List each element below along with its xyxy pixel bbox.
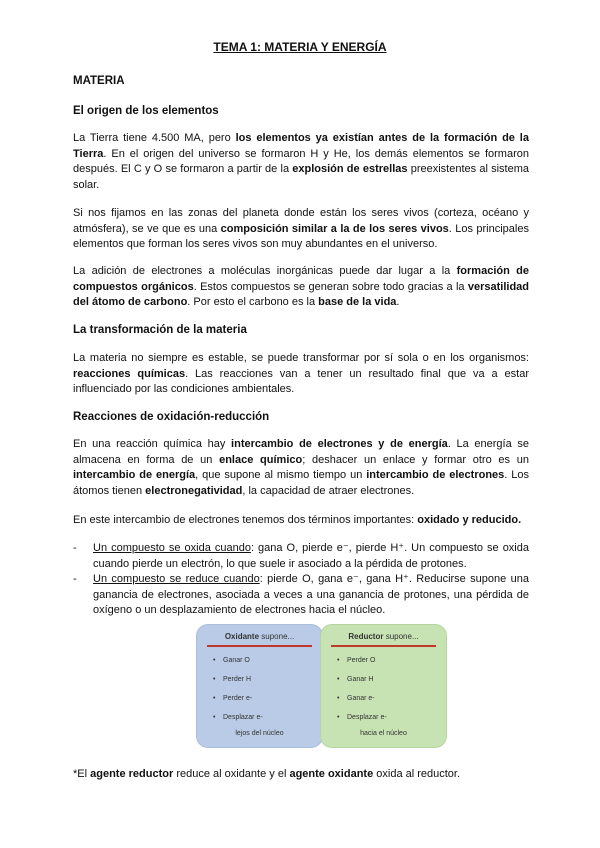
page-title: TEMA 1: MATERIA Y ENERGÍA xyxy=(213,40,387,54)
paragraph-composicion: Si nos fijamos en las zonas del planeta donde están los seres vivos (corteza, océano y atmósfera), se ve que es una composición similar a la de los seres vivos. Los principales elementos que forman los seres vivos son muy abundantes en el universo. xyxy=(73,207,529,250)
bullet-icon: • xyxy=(337,713,340,721)
oxidante-box-title: Oxidante supone... xyxy=(224,632,295,641)
list-item: • Perder O xyxy=(321,651,446,670)
reductor-box-title: Reductor supone... xyxy=(348,632,419,641)
bullet-icon: • xyxy=(337,675,340,683)
box-divider xyxy=(331,645,436,647)
bullet-icon: • xyxy=(337,694,340,702)
paragraph-compuestos: La adición de electrones a moléculas inorgánicas puede dar lugar a la formación de compuestos orgánicos. Estos compuestos se generan sobre todo gracias a la versatilidad del átomo de carbono. Por esto el carbono es la base de la vida. xyxy=(73,265,529,308)
list-item-text: Un compuesto se reduce cuando: pierde O, gana e⁻, gana H⁺. Reducirse supone una ganancia de electrones, asociada a veces a una ganancia de protones, una pérdida de oxígeno o un desplazamiento de electrones hacia el núcleo. xyxy=(93,573,529,616)
section-heading: MATERIA xyxy=(73,75,125,87)
paragraph-transformacion: La materia no siempre es estable, se puede transformar por sí sola o en los organismos: reacciones químicas. Las reacciones van a tener un resultado final que va a estar influenciado por las condiciones ambientales. xyxy=(73,352,529,395)
list-item: • Ganar e- xyxy=(321,689,446,708)
bullet-icon: • xyxy=(213,675,216,683)
bullet-icon: • xyxy=(213,656,216,664)
oxidante-box xyxy=(196,624,323,748)
reductor-list xyxy=(321,651,446,727)
bullet-icon: • xyxy=(213,713,216,721)
list-item-text: Un compuesto se oxida cuando: gana O, pierde e⁻, pierde H⁺. Un compuesto se oxida cuando pierde un electrón, lo que suele ir asociado a la pérdida de protones. xyxy=(93,542,529,570)
heading-transformacion: La transformación de la materia xyxy=(73,324,247,336)
oxidante-tail: lejos del núcleo xyxy=(235,729,284,737)
list-item: • Ganar H xyxy=(321,670,446,689)
list-item: • Desplazar e- xyxy=(321,708,446,727)
paragraph-terminos: En este intercambio de electrones tenemos dos términos importantes: oxidado y reducido. xyxy=(73,514,522,526)
heading-redox: Reacciones de oxidación-reducción xyxy=(73,411,270,423)
paragraph-redox: En una reacción química hay intercambio de electrones y de energía. La energía se almacena en forma de un enlace químico; deshacer un enlace y formar otro es un intercambio de energía, que supone al mismo tiempo un intercambio de electrones. Los átomos tienen electronegatividad, la capacidad de atraer electrones. xyxy=(73,438,530,497)
list-item: • Perder e- xyxy=(197,689,322,708)
heading-origen: El origen de los elementos xyxy=(73,105,219,117)
list-item xyxy=(73,572,529,619)
bullet-icon: • xyxy=(337,656,340,664)
list-dash: - xyxy=(73,542,77,554)
paragraph-origen: La Tierra tiene 4.500 MA, pero los elementos ya existían antes de la formación de la Tierra. En el origen del universo se formaron H y He, los demás elementos se formaron después. El C y O se formaron a partir de la explosión de estrellas preexistentes al sistema solar. xyxy=(73,132,529,191)
footnote: *El agente reductor reduce al oxidante y el agente oxidante oxida al reductor. xyxy=(73,768,461,780)
list-item: • Perder H xyxy=(197,670,322,689)
list-item: • Ganar O xyxy=(197,651,322,670)
bullet-icon: • xyxy=(213,694,216,702)
list-item xyxy=(73,541,529,572)
reductor-box xyxy=(320,624,447,748)
list-dash: - xyxy=(73,573,77,585)
reductor-tail: hacia el núcleo xyxy=(360,729,407,737)
oxidante-list xyxy=(197,651,322,727)
box-divider xyxy=(207,645,312,647)
list-item: • Desplazar e- xyxy=(197,708,322,727)
